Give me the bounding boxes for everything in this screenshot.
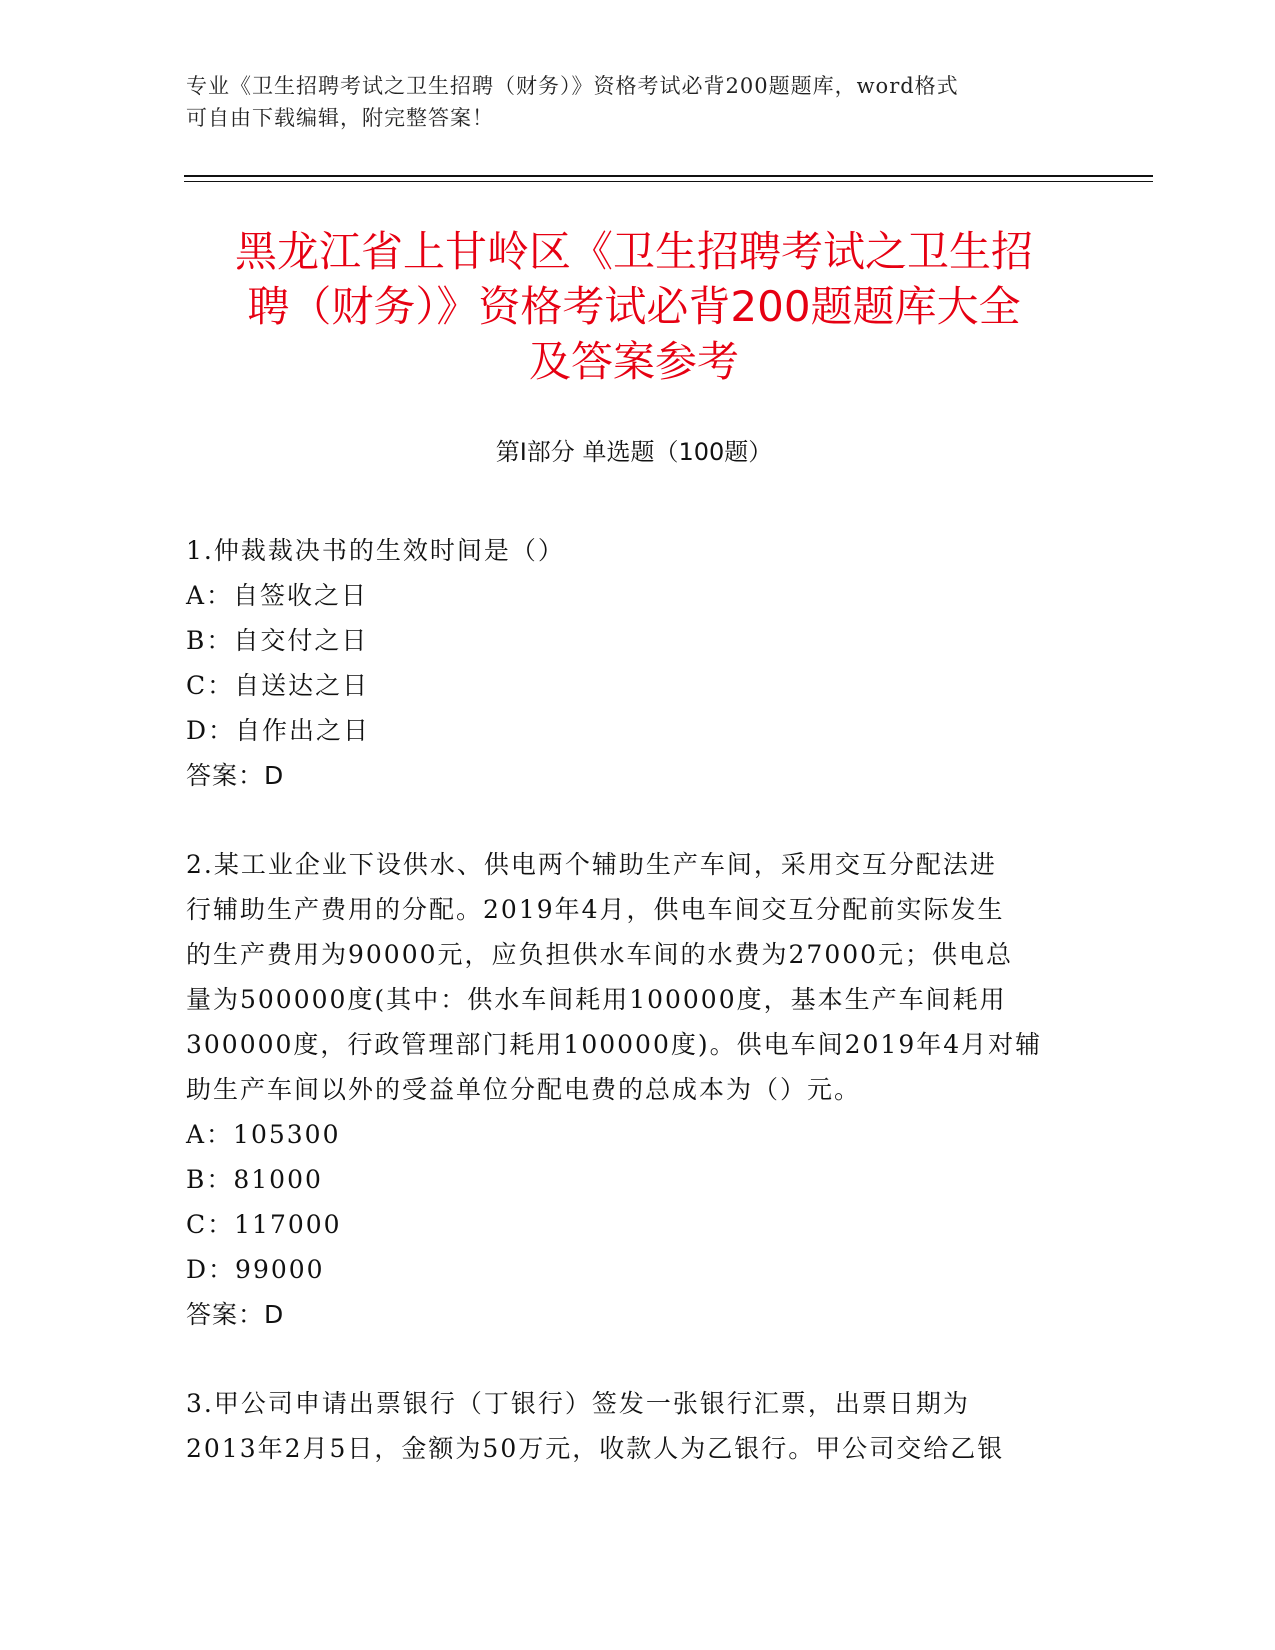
option-d: D：自作出之日 — [186, 716, 371, 745]
option-c: C：自送达之日 — [186, 671, 370, 700]
option-d: D：99000 — [186, 1255, 325, 1284]
option-a: A：自签收之日 — [186, 581, 369, 610]
section-heading: 第Ⅰ部分 单选题（100题） — [495, 438, 773, 466]
answer-line: 答案：D — [186, 1300, 285, 1329]
answer-line: 答案：D — [186, 761, 285, 790]
option-b: B：自交付之日 — [186, 626, 369, 655]
question-text: 1.仲裁裁决书的生效时间是（） — [186, 536, 565, 565]
header-note-line: 可自由下载编辑，附完整答案！ — [186, 106, 494, 130]
question-item — [186, 842, 1066, 1337]
question-text: 3.甲公司申请出票银行（丁银行）签发一张银行汇票，出票日期为 — [186, 1389, 970, 1418]
option-b: B：81000 — [186, 1165, 323, 1194]
question-item — [186, 1381, 1066, 1471]
title-line: 聘（财务）》资格考试必背200题题库大全 — [247, 282, 1021, 331]
option-c: C：117000 — [186, 1210, 342, 1239]
question-text: 2.某工业企业下设供水、供电两个辅助生产车间，采用交互分配法进 — [186, 850, 997, 879]
title-line: 黑龙江省上甘岭区《卫生招聘考试之卫生招 — [234, 227, 1033, 276]
question-text: 的生产费用为90000元，应负担供水车间的水费为27000元；供电总 — [186, 940, 1014, 969]
question-text: 助生产车间以外的受益单位分配电费的总成本为（）元。 — [186, 1075, 862, 1104]
header-rule-thin — [184, 181, 1153, 182]
question-item — [186, 528, 1066, 798]
question-text: 行辅助生产费用的分配。2019年4月，供电车间交互分配前实际发生 — [186, 895, 1005, 924]
header-rule-thick — [184, 175, 1153, 177]
question-text: 2013年2月5日，金额为50万元，收款人为乙银行。甲公司交给乙银 — [186, 1434, 1005, 1463]
title-line: 及答案参考 — [528, 337, 739, 386]
document-title — [184, 224, 1084, 389]
question-list — [186, 528, 1066, 1471]
question-text: 量为500000度(其中：供水车间耗用100000度，基本生产车间耗用 — [186, 985, 1007, 1014]
option-a: A：105300 — [186, 1120, 341, 1149]
header-note — [186, 70, 1066, 134]
question-text: 300000度，行政管理部门耗用100000度)。供电车间2019年4月对辅 — [186, 1030, 1043, 1059]
header-note-line: 专业《卫生招聘考试之卫生招聘（财务）》资格考试必背200题题库，word格式 — [186, 74, 959, 98]
